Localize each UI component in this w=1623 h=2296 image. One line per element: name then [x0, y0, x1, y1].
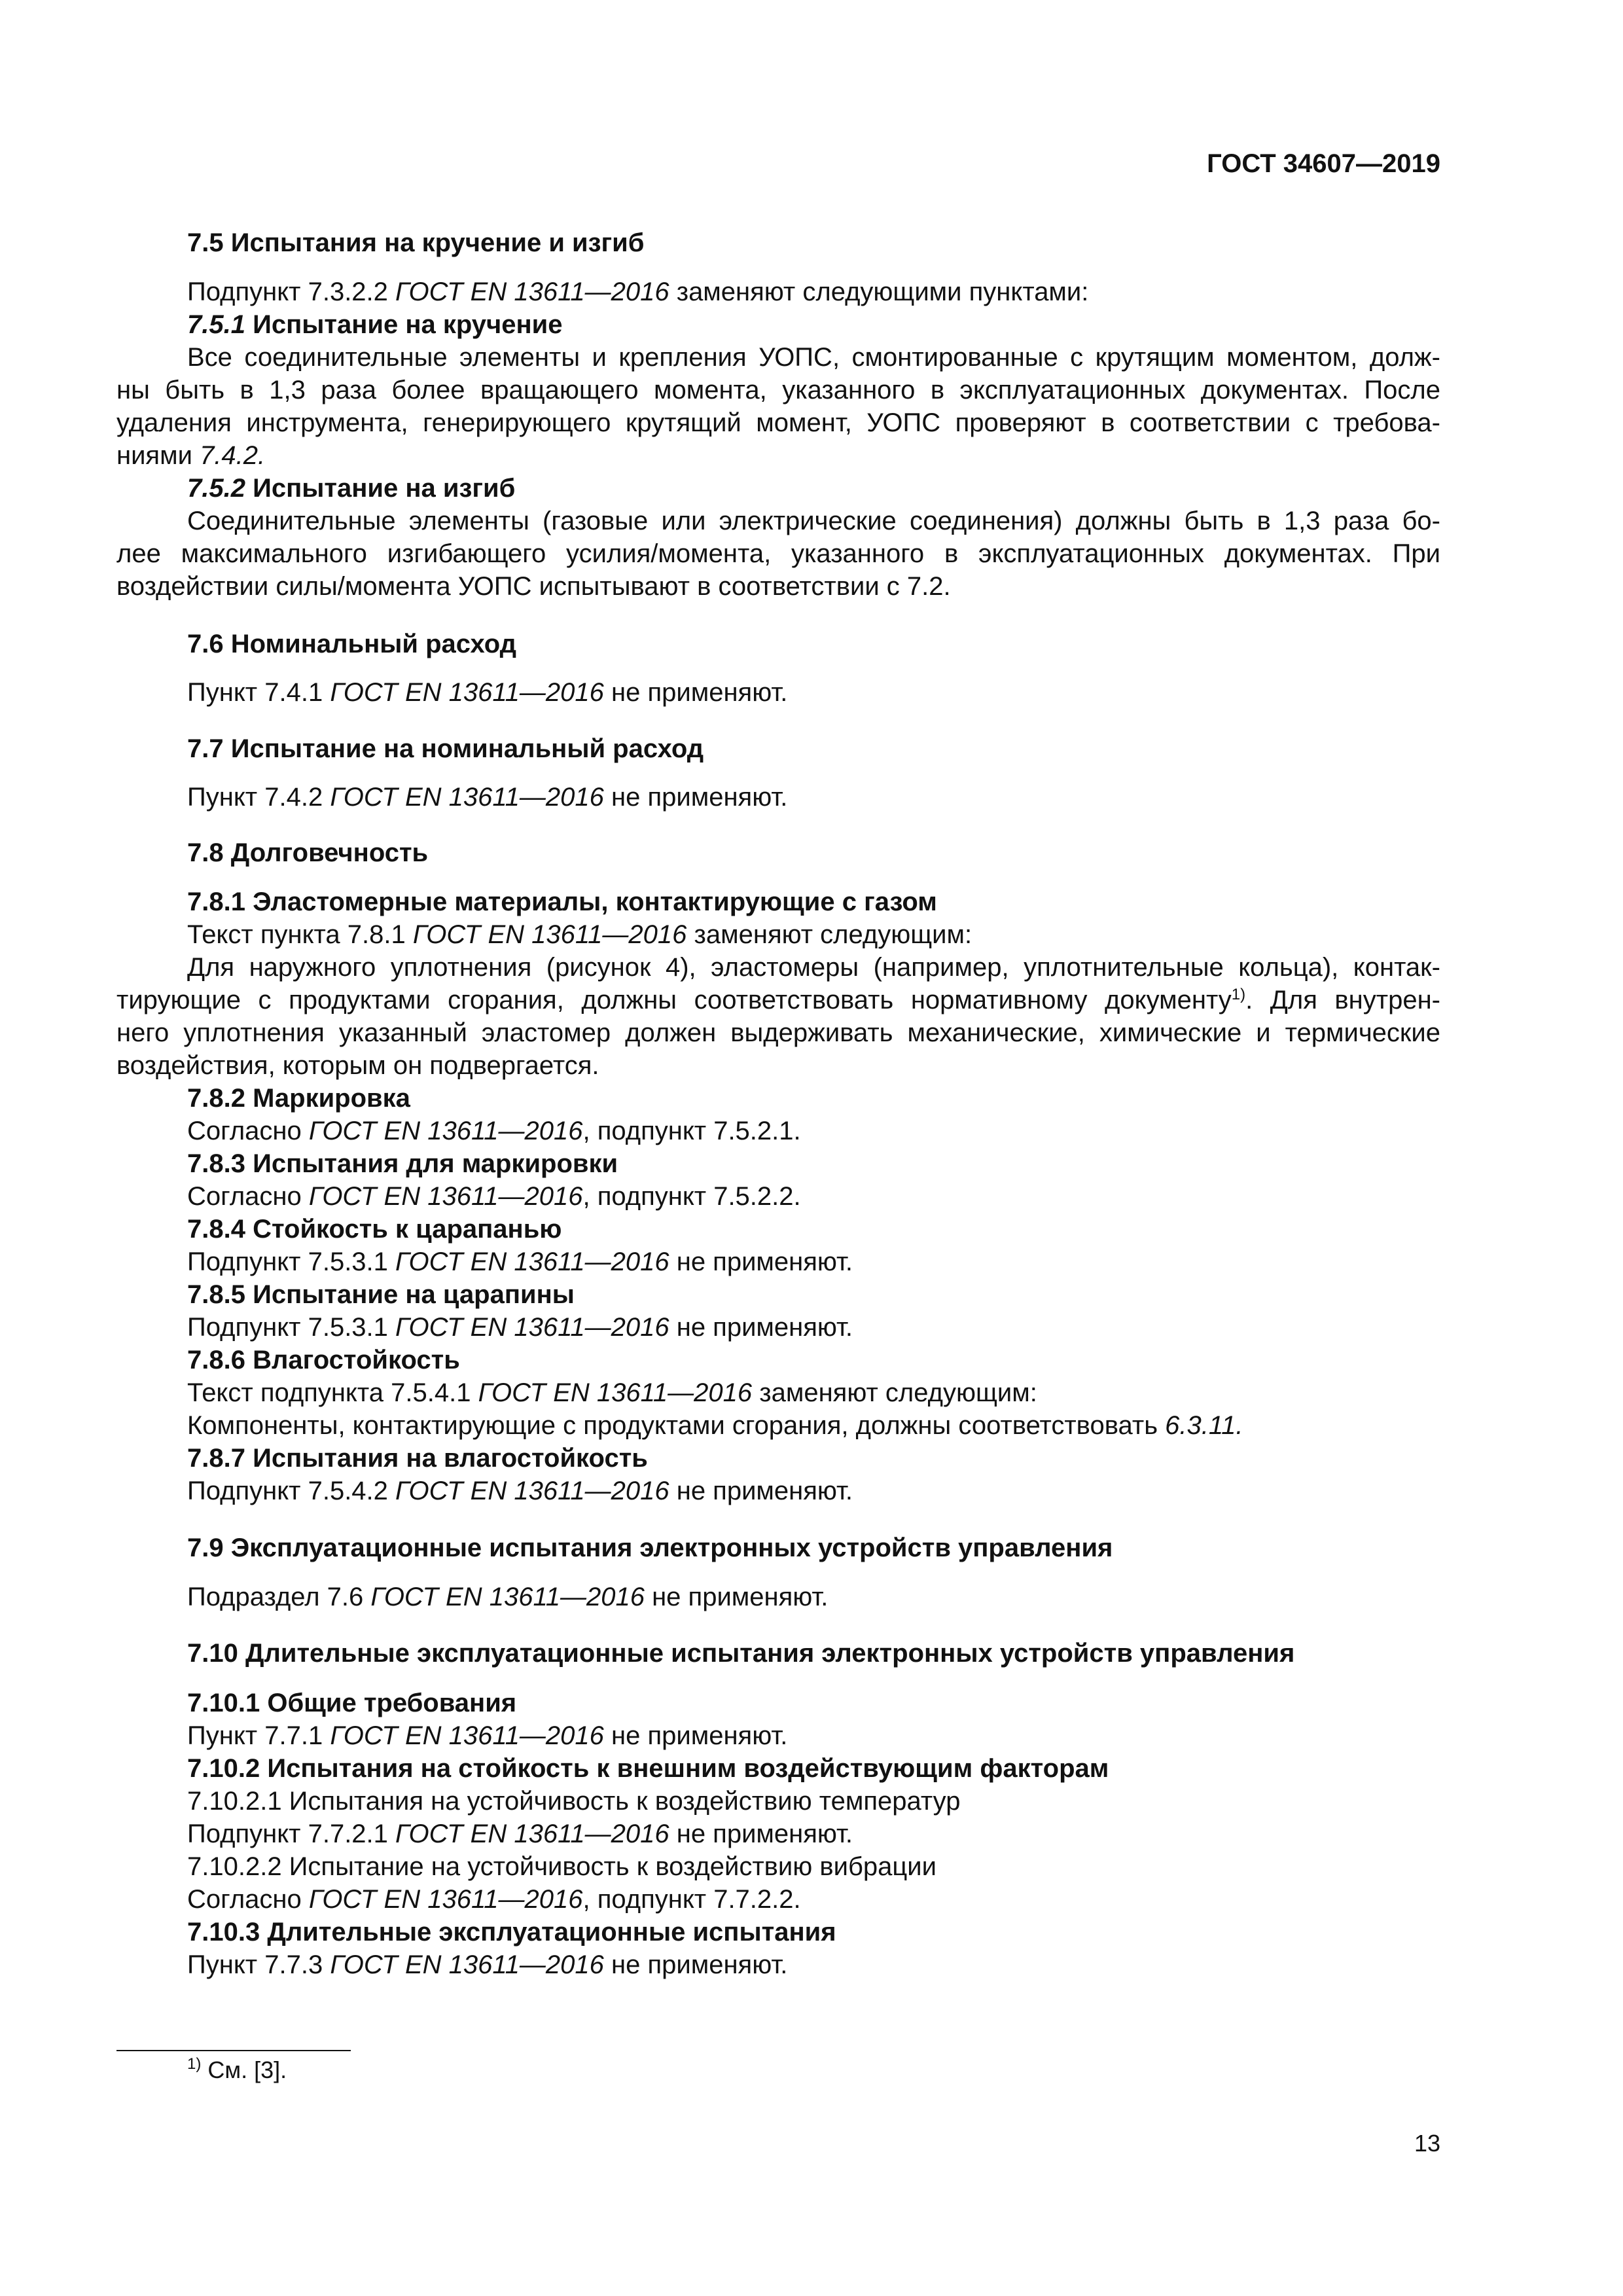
standard-reference: ГОСТ EN 13611—2016 [395, 1820, 669, 1848]
subsection-7-8-3-title: 7.8.3 Испытания для маркировки [187, 1149, 618, 1178]
subsection-7-10-1-title: 7.10.1 Общие требования [187, 1689, 517, 1717]
paragraph-line: Все соединительные элементы и крепления УОПС, смонтированные с крутящим моментом, долж- [187, 343, 1440, 372]
footnote-reference: 1) [1231, 986, 1246, 1003]
standard-reference: ГОСТ EN 13611—2016 [308, 1117, 583, 1145]
subsection-7-8-5-title: 7.8.5 Испытание на царапины [187, 1280, 575, 1309]
paragraph-line: Текст пункта 7.8.1 ГОСТ EN 13611—2016 заменяют следующим: [187, 920, 972, 949]
subsection-7-8-7-title: 7.8.7 Испытания на влагостойкость [187, 1444, 648, 1473]
subsection-7-5-1-title: 7.5.1 Испытание на кручение [187, 310, 563, 339]
paragraph-line: Согласно ГОСТ EN 13611—2016, подпункт 7.7.2.2. [187, 1885, 801, 1914]
section-7-6-title: 7.6 Номинальный расход [187, 630, 517, 658]
standard-reference: ГОСТ EN 13611—2016 [330, 678, 604, 707]
page-number: 13 [1414, 2130, 1440, 2157]
standard-reference: ГОСТ EN 13611—2016 [395, 1247, 669, 1276]
standard-reference: ГОСТ EN 13611—2016 [478, 1378, 753, 1407]
document-code-header: ГОСТ 34607—2019 [1207, 149, 1440, 178]
paragraph-line: воздействии силы/момента УОПС испытывают в соответствии с 7.2. [116, 572, 951, 601]
paragraph-line: ны быть в 1,3 раза более вращающего момента, указанного в эксплуатационных документах. После [116, 376, 1440, 404]
paragraph-line: Текст подпункта 7.5.4.1 ГОСТ EN 13611—2016 заменяют следующим: [187, 1378, 1037, 1407]
paragraph-line: Подпункт 7.5.3.1 ГОСТ EN 13611—2016 не применяют. [187, 1247, 853, 1276]
paragraph-line: ниями 7.4.2. [116, 441, 266, 470]
paragraph-line: Для наружного уплотнения (рисунок 4), эластомеры (например, уплотнительные кольца), контак- [187, 953, 1440, 982]
standard-reference: ГОСТ EN 13611—2016 [308, 1182, 583, 1211]
standard-reference: ГОСТ EN 13611—2016 [395, 1313, 669, 1342]
subsection-7-5-2-title: 7.5.2 Испытание на изгиб [187, 474, 516, 503]
subsection-7-8-2-title: 7.8.2 Маркировка [187, 1084, 410, 1113]
paragraph-line: воздействия, которым он подвергается. [116, 1051, 599, 1080]
paragraph-line: тирующие с продуктами сгорания, должны соответствовать нормативному документу$^{1)}$. Для внутрен- [116, 986, 1440, 1014]
paragraph-line: Подпункт 7.5.4.2 ГОСТ EN 13611—2016 не применяют. [187, 1477, 853, 1505]
section-7-8-title: 7.8 Долговечность [187, 838, 429, 867]
paragraph-line: него уплотнения указанный эластомер должен выдерживать механические, химические и термические [116, 1018, 1440, 1047]
standard-reference: ГОСТ EN 13611—2016 [370, 1583, 645, 1611]
paragraph-line: Согласно ГОСТ EN 13611—2016, подпункт 7.5.2.2. [187, 1182, 801, 1211]
subsection-7-10-2-2-title: 7.10.2.2 Испытание на устойчивость к воздействию вибрации [187, 1852, 936, 1881]
paragraph-line: Пункт 7.7.1 ГОСТ EN 13611—2016 не применяют. [187, 1721, 788, 1750]
section-7-6-text: Пункт 7.4.1 ГОСТ EN 13611—2016 не применяют. [187, 678, 788, 707]
paragraph-line: Компоненты, контактирующие с продуктами сгорания, должны соответствовать 6.3.11. [187, 1411, 1243, 1440]
footnote: $^{1)}$ См. [3]. [187, 2055, 287, 2083]
standard-reference: ГОСТ EN 13611—2016 [308, 1885, 583, 1914]
paragraph-line: Пункт 7.7.3 ГОСТ EN 13611—2016 не применяют. [187, 1950, 788, 1979]
standard-reference: ГОСТ EN 13611—2016 [330, 783, 604, 812]
subsection-7-10-2-title: 7.10.2 Испытания на стойкость к внешним воздействующим факторам [187, 1754, 1109, 1783]
subsection-7-8-1-title: 7.8.1 Эластомерные материалы, контактирующие с газом [187, 888, 937, 916]
paragraph-line: Подпункт 7.7.2.1 ГОСТ EN 13611—2016 не применяют. [187, 1820, 853, 1848]
section-7-7-text: Пункт 7.4.2 ГОСТ EN 13611—2016 не применяют. [187, 783, 788, 812]
section-7-5-title: 7.5 Испытания на кручение и изгиб [187, 228, 645, 257]
standard-reference: ГОСТ EN 13611—2016 [412, 920, 687, 949]
subsection-7-8-6-title: 7.8.6 Влагостойкость [187, 1346, 460, 1374]
footnote-separator [116, 2050, 351, 2051]
section-7-10-title: 7.10 Длительные эксплуатационные испытания электронных устройств управления [187, 1639, 1295, 1668]
section-7-7-title: 7.7 Испытание на номинальный расход [187, 734, 704, 763]
footnote-mark: 1) [187, 2055, 202, 2073]
paragraph-line: Соединительные элементы (газовые или электрические соединения) должны быть в 1,3 раза бо- [187, 507, 1440, 535]
paragraph-line: Подпункт 7.5.3.1 ГОСТ EN 13611—2016 не применяют. [187, 1313, 853, 1342]
subsection-7-10-2-1-title: 7.10.2.1 Испытания на устойчивость к воздействию температур [187, 1787, 961, 1816]
section-7-9-title: 7.9 Эксплуатационные испытания электронных устройств управления [187, 1534, 1113, 1562]
subsection-7-10-3-title: 7.10.3 Длительные эксплуатационные испытания [187, 1918, 836, 1946]
section-7-5-intro: Подпункт 7.3.2.2 ГОСТ EN 13611—2016 заменяют следующими пунктами: [187, 278, 1089, 306]
standard-reference: ГОСТ EN 13611—2016 [330, 1950, 604, 1979]
section-7-9-text: Подраздел 7.6 ГОСТ EN 13611—2016 не применяют. [187, 1583, 829, 1611]
paragraph-line: Согласно ГОСТ EN 13611—2016, подпункт 7.5.2.1. [187, 1117, 801, 1145]
subsection-7-8-4-title: 7.8.4 Стойкость к царапанью [187, 1215, 562, 1244]
standard-reference: ГОСТ EN 13611—2016 [395, 1477, 669, 1505]
standard-reference: ГОСТ EN 13611—2016 [395, 278, 669, 306]
standard-reference: ГОСТ EN 13611—2016 [330, 1721, 604, 1750]
paragraph-line: лее максимального изгибающего усилия/момента, указанного в эксплуатационных документах. При [116, 539, 1440, 568]
paragraph-line: удаления инструмента, генерирующего крутящий момент, УОПС проверяют в соответствии с требова- [116, 408, 1440, 437]
